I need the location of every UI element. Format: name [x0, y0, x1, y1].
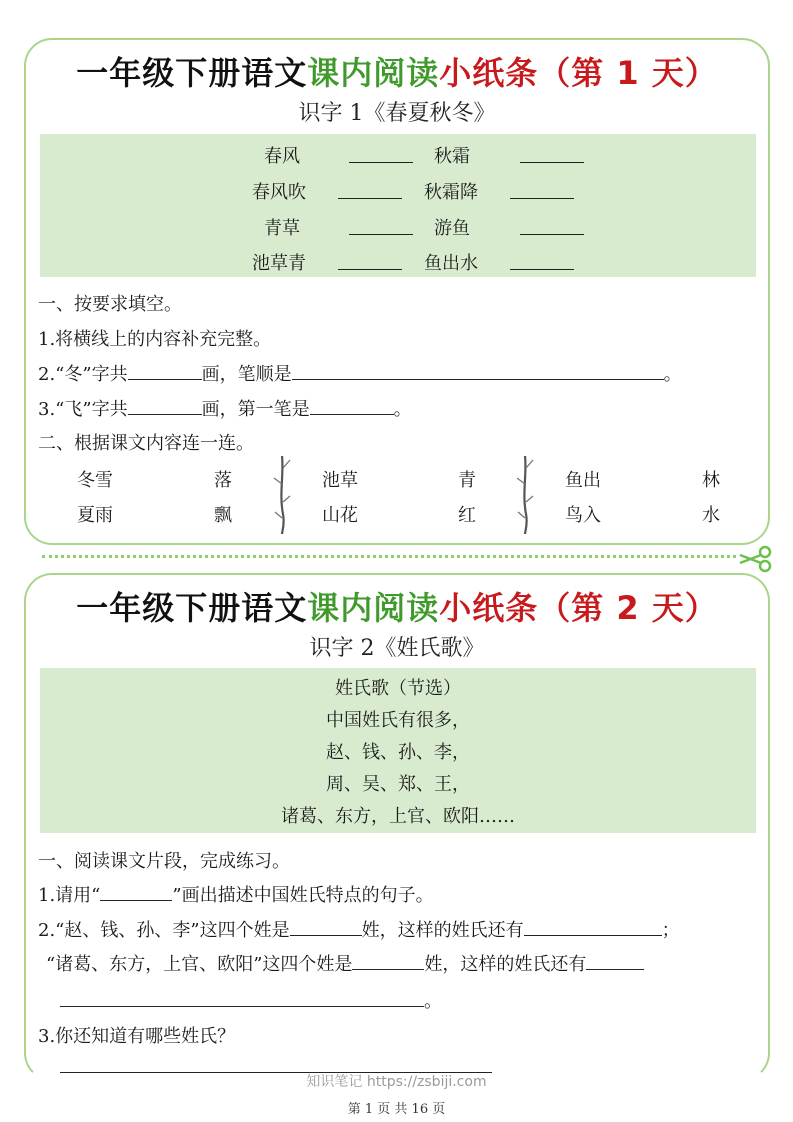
- watermark: 知识笔记 https://zsbiji.com: [306, 1074, 487, 1090]
- cut-line: [42, 555, 736, 558]
- answer-blank[interactable]: [310, 398, 394, 415]
- poem-line: 周、吴、郑、王，: [326, 774, 470, 795]
- word-row: 青草 游鱼: [40, 210, 756, 240]
- bamboo-divider-icon: [270, 454, 294, 536]
- bamboo-divider-icon: [513, 454, 537, 536]
- match-item[interactable]: 夏雨: [77, 505, 113, 526]
- match-item[interactable]: 飘: [214, 505, 232, 526]
- answer-blank[interactable]: [349, 162, 413, 163]
- poem-line: 中国姓氏有很多，: [326, 710, 470, 731]
- match-item[interactable]: 鱼出: [565, 470, 601, 491]
- word-row: 池草青 鱼出水: [40, 245, 756, 275]
- answer-blank[interactable]: [60, 990, 424, 1007]
- page-number: 第 1 页 共 16 页: [347, 1102, 446, 1117]
- match-item[interactable]: 红: [458, 505, 476, 526]
- answer-blank[interactable]: [520, 162, 584, 163]
- match-item[interactable]: 冬雪: [77, 470, 113, 491]
- answer-blank[interactable]: [510, 269, 574, 270]
- day2-title: 一年级下册语文课内阅读小纸条（第 2 天）: [76, 589, 718, 627]
- day2-card: [24, 573, 770, 1081]
- answer-blank[interactable]: [338, 198, 402, 199]
- day1-word-panel: [40, 134, 756, 277]
- answer-blank[interactable]: [520, 234, 584, 235]
- q1-item-1: 1.请用“ ”画出描述中国姓氏特点的句子。: [38, 885, 434, 906]
- q1-item-3: 3.你还知道有哪些姓氏？: [38, 1026, 236, 1047]
- q1-item-2-end: 。: [60, 987, 442, 1013]
- q1-item-1: 1.将横线上的内容补充完整。: [38, 329, 272, 350]
- q1-item-3: 3.“飞”字共 画，第一笔是 。: [38, 399, 412, 420]
- answer-blank[interactable]: [100, 884, 172, 901]
- answer-blank[interactable]: [128, 398, 202, 415]
- match-item[interactable]: 青: [458, 470, 476, 491]
- word-row: 春风 秋霜: [40, 138, 756, 168]
- q1-heading: 一、按要求填空。: [38, 294, 182, 315]
- answer-blank[interactable]: [586, 953, 644, 970]
- q2-heading: 二、根据课文内容连一连。: [38, 433, 254, 454]
- q1-item-2-cont: “诸葛、东方，上官、欧阳”这四个姓是 姓，这样的姓氏还有: [46, 950, 644, 976]
- poem-panel: [40, 668, 756, 833]
- day1-title: 一年级下册语文课内阅读小纸条（第 1 天）: [76, 54, 718, 92]
- answer-blank[interactable]: [352, 953, 424, 970]
- answer-blank[interactable]: [338, 269, 402, 270]
- answer-blank[interactable]: [290, 919, 362, 936]
- day2-subtitle: 识字 2《姓氏歌》: [309, 636, 485, 661]
- poem-title: 姓氏歌（节选）: [335, 678, 461, 699]
- answer-blank[interactable]: [128, 363, 202, 380]
- match-item[interactable]: 鸟入: [565, 505, 601, 526]
- q1-item-2: 2.“冬”字共 画，笔顺是 。: [38, 364, 682, 385]
- match-item[interactable]: 水: [702, 505, 720, 526]
- q1-item-2: 2.“赵、钱、孙、李”这四个姓是 姓，这样的姓氏还有 ；: [38, 920, 680, 941]
- answer-blank[interactable]: [349, 234, 413, 235]
- match-item[interactable]: 林: [702, 470, 720, 491]
- answer-blank[interactable]: [524, 919, 662, 936]
- poem-line: 赵、钱、孙、李，: [326, 742, 470, 763]
- day1-subtitle: 识字 1《春夏秋冬》: [298, 101, 496, 126]
- q1-heading: 一、阅读课文片段，完成练习。: [38, 851, 290, 872]
- match-item[interactable]: 落: [214, 470, 232, 491]
- answer-blank[interactable]: [510, 198, 574, 199]
- answer-blank[interactable]: [292, 363, 664, 380]
- word-row: 春风吹 秋霜降: [40, 174, 756, 204]
- scissors-icon: [738, 545, 774, 573]
- poem-line: 诸葛、东方，上官、欧阳……: [281, 806, 515, 827]
- day1-card: [24, 38, 770, 545]
- match-item[interactable]: 池草: [322, 470, 358, 491]
- match-item[interactable]: 山花: [322, 505, 358, 526]
